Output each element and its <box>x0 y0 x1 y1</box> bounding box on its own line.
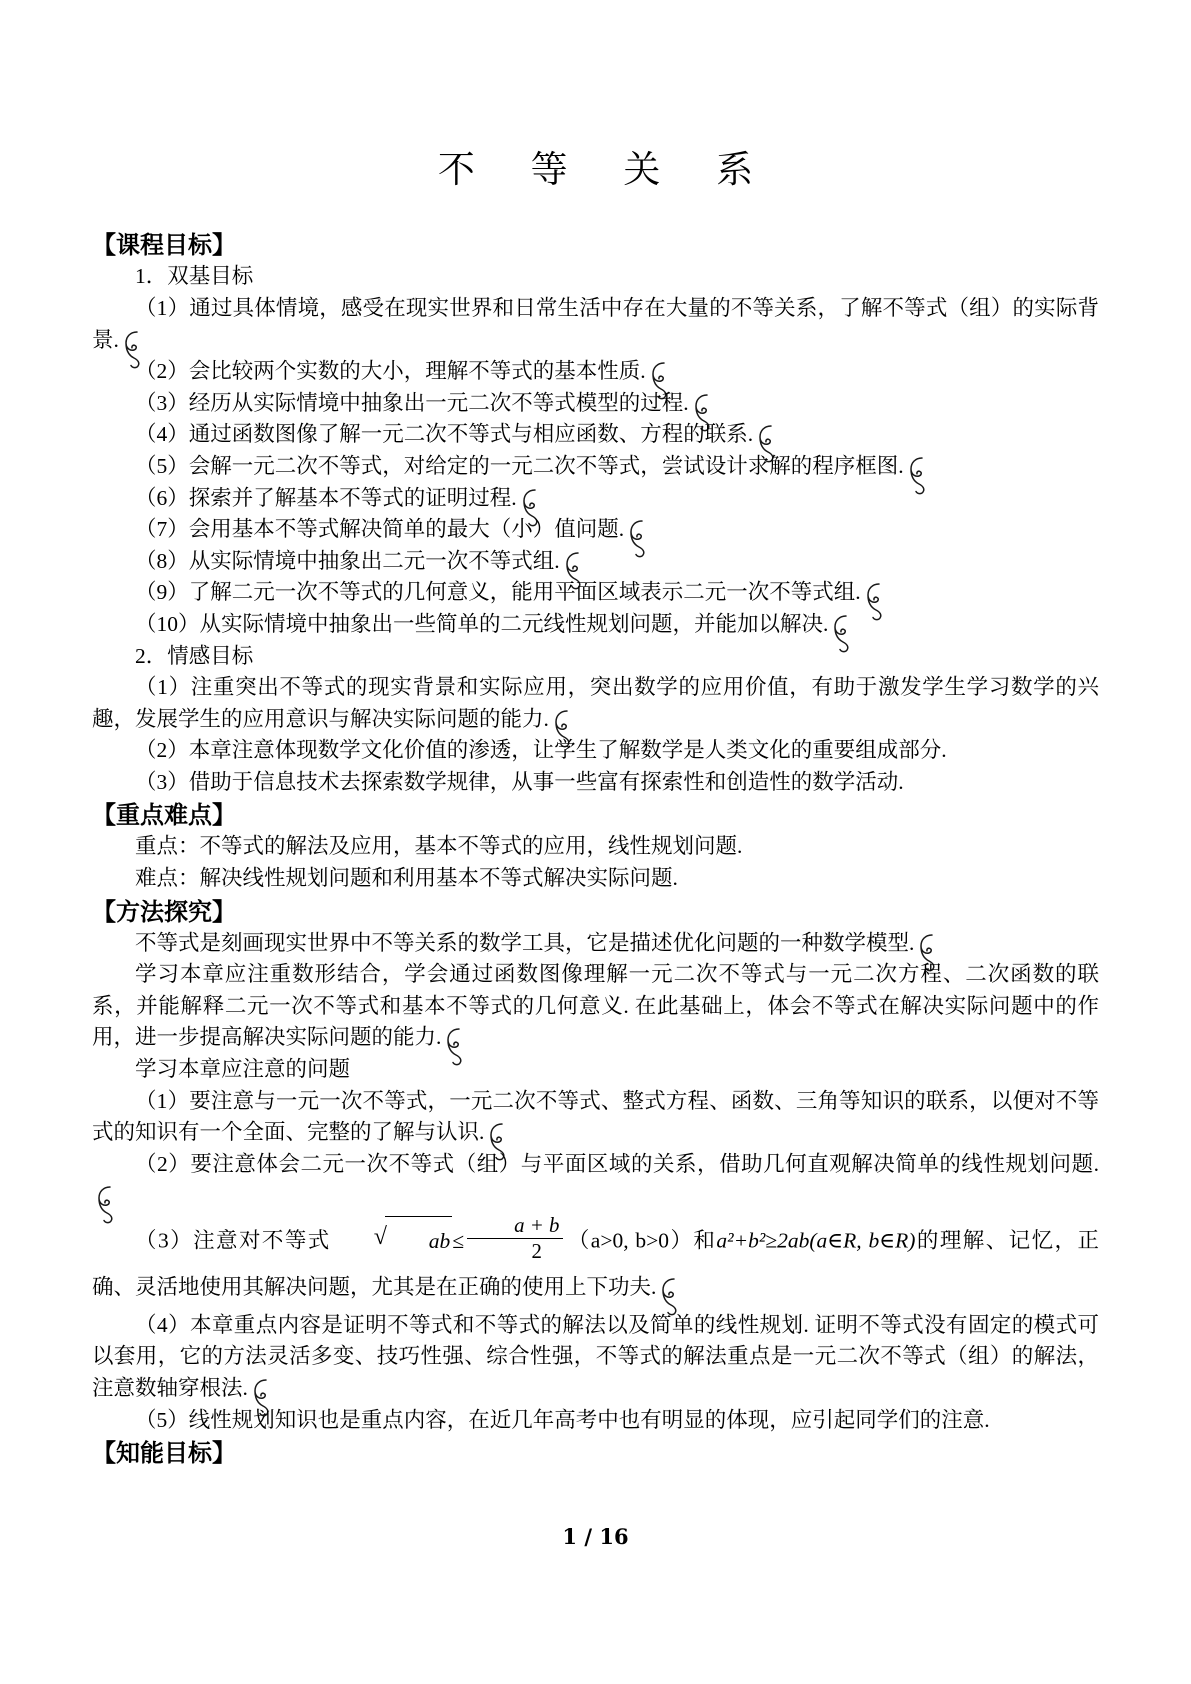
paragraph-text: 学习本章应注重数形结合，学会通过函数图像理解一元二次不等式与一元二次方程、二次函数的联系，并能解释二元一次不等式和基本不等式的几何意义. 在此基础上，体会不等式在解决实际问题中的作用，进一步提高解决实际问题的能力. <box>92 962 1099 1050</box>
list-item-text: （5）线性规划知识也是重点内容，在近几年高考中也有明显的体现，应引起同学们的注意. <box>135 1407 990 1432</box>
list-item-text: （4）通过函数图像了解一元二次不等式与相应函数、方程的联系. <box>135 422 754 447</box>
formula-numerator: a + b <box>467 1214 563 1239</box>
list-item <box>92 609 1099 641</box>
list-item <box>92 767 1099 799</box>
page-number-footer: 1 / 16 <box>562 1524 629 1549</box>
list-item-text: （4）本章重点内容是证明不等式和不等式的解法以及简单的线性规划. 证明不等式没有固定的模式可以套用，它的方法灵活多变、技巧性强、综合性强，不等式的解法重点是一元二次不等式（组）的解法，注意数轴穿根法. <box>92 1312 1099 1400</box>
section-heading-course-goals: 【课程目标】 <box>92 230 236 260</box>
formula-suffix-text: 的理解、记忆，正确、灵活地使用其解决问题，尤其是在正确的使用上下功夫. <box>92 1228 1099 1299</box>
list-item <box>92 577 1099 609</box>
formula-conjunction: 和 <box>693 1228 717 1253</box>
key-point-line: 重点：不等式的解法及应用，基本不等式的应用，线性规划问题. <box>135 834 743 859</box>
list-item-text: （9）了解二元一次不等式的几何意义，能用平面区域表示二元一次不等式组. <box>135 580 861 605</box>
list-item-text: （1）通过具体情境，感受在现实世界和日常生活中存在大量的不等关系，了解不等式（组）的实际背景. <box>92 295 1099 352</box>
formula-radicand: ab <box>385 1216 453 1264</box>
list-item-text: （5）会解一元二次不等式，对给定的一元二次不等式，尝试设计求解的程序框图. <box>135 453 904 478</box>
list-item-text: （1）要注意与一元一次不等式，一元二次不等式、整式方程、函数、三角等知识的联系，以便对不等式的知识有一个全面、完整的了解与认识. <box>92 1088 1099 1145</box>
paragraph-notes-intro: 学习本章应注意的问题 <box>135 1057 351 1082</box>
subsection-label-basic-goals: 1．双基目标 <box>135 264 254 289</box>
formula-condition: （a>0, b>0） <box>566 1228 694 1253</box>
list-item <box>92 1149 1099 1212</box>
list-item <box>92 451 1099 483</box>
list-item-text: （7）会用基本不等式解决简单的最大（小）值问题. <box>135 517 625 542</box>
inequality-formula-squares: a²+b²≥2ab(a∈R, b∈R) <box>716 1228 916 1253</box>
list-item-with-formula <box>92 1214 1099 1310</box>
subsection-label-emotional-goals: 2．情感目标 <box>135 643 254 668</box>
list-item <box>92 483 1099 515</box>
list-item <box>92 356 1099 388</box>
list-item-text: （3）经历从实际情境中抽象出一元二次不等式模型的过程. <box>135 390 689 415</box>
list-item-text: （2）要注意体会二元一次不等式（组）与平面区域的关系，借助几何直观解决简单的线性规划问题. <box>135 1151 1099 1176</box>
list-item <box>92 1310 1099 1405</box>
difficulty-line: 难点：解决线性规划问题和利用基本不等式解决实际问题. <box>135 866 678 891</box>
list-item <box>92 1086 1099 1149</box>
section-heading-key-points: 【重点难点】 <box>92 800 236 830</box>
list-item <box>92 1405 1099 1437</box>
list-item-text: （10）从实际情境中抽象出一些简单的二元线性规划问题，并能加以解决. <box>135 611 829 636</box>
paragraph <box>92 928 1099 960</box>
list-item <box>92 293 1099 356</box>
paragraph-text: 不等式是刻画现实世界中不等关系的数学工具，它是描述优化问题的一种数学模型. <box>135 930 915 955</box>
section-heading-ability-goals: 【知能目标】 <box>92 1438 236 1468</box>
formula-prefix-text: （3）注意对不等式 <box>135 1228 331 1253</box>
page-title: 不 等 关 系 <box>437 148 776 191</box>
formula-denominator: 2 <box>531 1239 542 1264</box>
list-item-text: （8）从实际情境中抽象出二元一次不等式组. <box>135 548 560 573</box>
section-heading-method-inquiry: 【方法探究】 <box>92 896 236 926</box>
document-body <box>92 228 1099 1469</box>
list-item <box>92 672 1099 735</box>
list-item-text: （1）注重突出不等式的现实背景和实际应用，突出数学的应用价值，有助于激发学生学习数学的兴趣，发展学生的应用意识与解决实际问题的能力. <box>92 675 1099 731</box>
list-item-text: （2）本章注意体现数学文化价值的渗透，让学生了解数学是人类文化的重要组成部分. <box>135 738 947 763</box>
list-item <box>92 546 1099 578</box>
formula-relation: ≤ <box>452 1228 465 1253</box>
paragraph <box>92 959 1099 1054</box>
list-item-text: （2）会比较两个实数的大小，理解不等式的基本性质. <box>135 359 646 384</box>
list-item <box>92 419 1099 451</box>
list-item <box>92 514 1099 546</box>
list-item-text: （3）借助于信息技术去探索数学规律，从事一些富有探索性和创造性的数学活动. <box>135 769 904 794</box>
inequality-formula-amgm: √ ab≤ $\frac{a + b}{2}$ <box>331 1229 567 1253</box>
list-item <box>92 388 1099 420</box>
list-item-text: （6）探索并了解基本不等式的证明过程. <box>135 485 517 510</box>
list-item <box>92 735 1099 767</box>
